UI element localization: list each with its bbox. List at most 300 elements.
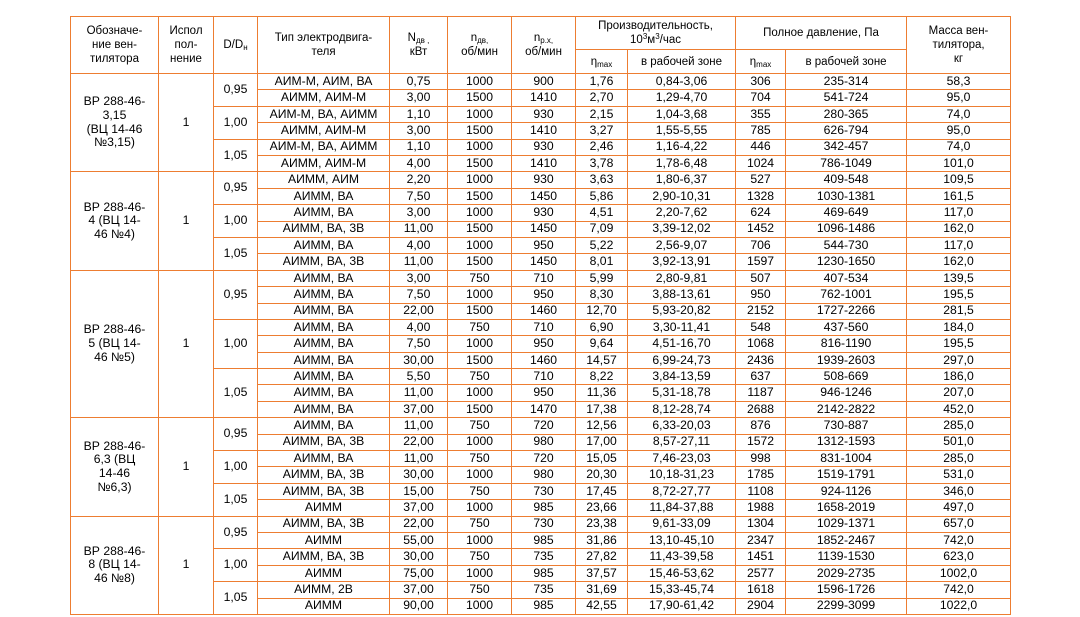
fan-designation-line: 6,3 (ВЦ [93,452,136,467]
table-header [71,17,1011,74]
cell-motor-rpm: 1000 [448,598,512,614]
fan-designation-line: ВР 288-46- [83,322,146,337]
cell-working-rpm: 930 [512,172,576,188]
cell-motor-rpm: 1000 [448,434,512,450]
cell-pressure-zone: 1096-1486 [786,221,907,237]
header-pressure-group: Полное давление, Па [736,17,907,50]
cell-capacity-zone: 7,46-23,03 [628,451,736,467]
cell-motor-type: АИММ [258,532,390,548]
cell-pressure-max: 704 [736,90,786,106]
cell-pressure-zone: 2142-2822 [786,401,907,417]
cell-fan-mass: 95,0 [907,90,1011,106]
cell-capacity-max: 3,78 [576,155,628,171]
cell-working-rpm: 735 [512,582,576,598]
cell-working-rpm: 950 [512,385,576,401]
cell-pressure-max: 548 [736,319,786,335]
cell-capacity-max: 6,90 [576,319,628,335]
cell-motor-rpm: 750 [448,319,512,335]
cell-motor-type: АИММ, ВА [258,237,390,253]
cell-working-rpm: 950 [512,237,576,253]
cell-capacity-max: 8,01 [576,254,628,270]
cell-motor-type: АИММ, ВА [258,352,390,368]
fan-designation-line: ВР 288-46- [83,543,146,558]
cell-diameter-ratio: 1,05 [214,369,258,418]
cell-pressure-zone: 1139-1530 [786,549,907,565]
cell-motor-type: АИММ [258,565,390,581]
cell-motor-power: 3,00 [390,123,448,139]
cell-pressure-zone: 816-1190 [786,336,907,352]
cell-capacity-max: 5,86 [576,188,628,204]
cell-capacity-zone: 8,57-27,11 [628,434,736,450]
cell-motor-power: 4,00 [390,237,448,253]
cell-capacity-max: 9,64 [576,336,628,352]
cell-pressure-max: 1328 [736,188,786,204]
cell-motor-rpm: 1000 [448,287,512,303]
cell-motor-type: АИММ, ВА, 3В [258,516,390,532]
cell-execution: 1 [159,74,214,172]
cell-pressure-max: 507 [736,270,786,286]
cell-pressure-max: 1451 [736,549,786,565]
cell-pressure-zone: 1029-1371 [786,516,907,532]
cell-motor-rpm: 1000 [448,74,512,90]
cell-motor-power: 15,00 [390,483,448,499]
cell-motor-rpm: 1500 [448,123,512,139]
cell-pressure-max: 1597 [736,254,786,270]
cell-fan-mass: 186,0 [907,369,1011,385]
cell-capacity-max: 14,57 [576,352,628,368]
cell-capacity-max: 3,63 [576,172,628,188]
cell-pressure-max: 1785 [736,467,786,483]
cell-capacity-zone: 1,55-5,55 [628,123,736,139]
cell-capacity-max: 4,51 [576,205,628,221]
cell-capacity-zone: 10,18-31,23 [628,467,736,483]
cell-fan-designation [71,516,159,614]
cell-pressure-zone: 1727-2266 [786,303,907,319]
cell-motor-type: АИМ-М, ВА, АИММ [258,139,390,155]
cell-motor-type: АИММ, ВА [258,369,390,385]
table-row [71,172,1011,188]
cell-fan-mass: 297,0 [907,352,1011,368]
cell-motor-type: АИММ, АИМ-М [258,90,390,106]
cell-capacity-max: 27,82 [576,549,628,565]
fan-designation-line: (ВЦ 14-46 [86,121,143,136]
cell-pressure-max: 1988 [736,500,786,516]
cell-execution: 1 [159,516,214,614]
cell-capacity-max: 37,57 [576,565,628,581]
cell-working-rpm: 735 [512,549,576,565]
header-working-rpm: $n_{р.х,}$ об/мин [512,17,576,74]
cell-pressure-zone: 1939-2603 [786,352,907,368]
cell-pressure-max: 1572 [736,434,786,450]
cell-pressure-zone: 1852-2467 [786,532,907,548]
cell-motor-rpm: 750 [448,270,512,286]
cell-working-rpm: 1410 [512,155,576,171]
cell-capacity-zone: 2,56-9,07 [628,237,736,253]
table-row [71,74,1011,90]
cell-capacity-zone: 1,78-6,48 [628,155,736,171]
header-motor-power: $N_{дв ,}$ кВт [390,17,448,74]
cell-capacity-max: 31,69 [576,582,628,598]
cell-motor-type: АИММ, ВА [258,270,390,286]
cell-motor-power: 90,00 [390,598,448,614]
cell-capacity-zone: 0,84-3,06 [628,74,736,90]
cell-pressure-max: 355 [736,106,786,122]
table-body [71,74,1011,615]
cell-fan-mass: 161,5 [907,188,1011,204]
cell-motor-rpm: 1000 [448,532,512,548]
cell-working-rpm: 985 [512,565,576,581]
cell-diameter-ratio: 1,00 [214,319,258,368]
cell-pressure-zone: 280-365 [786,106,907,122]
cell-diameter-ratio: 0,95 [214,270,258,319]
cell-working-rpm: 930 [512,139,576,155]
cell-motor-power: 5,50 [390,369,448,385]
cell-motor-rpm: 1000 [448,500,512,516]
cell-pressure-zone: 626-794 [786,123,907,139]
cell-capacity-zone: 4,51-16,70 [628,336,736,352]
cell-fan-mass: 207,0 [907,385,1011,401]
cell-motor-rpm: 1000 [448,237,512,253]
cell-capacity-zone: 6,33-20,03 [628,418,736,434]
header-motor-rpm: $n_{дв,}$ об/мин [448,17,512,74]
cell-motor-rpm: 1500 [448,221,512,237]
cell-motor-rpm: 1000 [448,106,512,122]
cell-capacity-max: 12,70 [576,303,628,319]
cell-pressure-max: 306 [736,74,786,90]
cell-motor-power: 22,00 [390,303,448,319]
cell-motor-type: АИММ, ВА [258,287,390,303]
cell-capacity-zone: 3,84-13,59 [628,369,736,385]
cell-working-rpm: 950 [512,336,576,352]
cell-fan-mass: 162,0 [907,254,1011,270]
cell-motor-rpm: 1000 [448,205,512,221]
cell-fan-mass: 101,0 [907,155,1011,171]
cell-capacity-zone: 5,31-18,78 [628,385,736,401]
cell-motor-rpm: 750 [448,451,512,467]
fan-designation-line: ВР 288-46- [83,94,146,109]
cell-pressure-zone: 946-1246 [786,385,907,401]
cell-pressure-max: 706 [736,237,786,253]
cell-diameter-ratio: 1,00 [214,106,258,139]
cell-working-rpm: 985 [512,532,576,548]
cell-motor-type: АИММ, ВА, 3В [258,549,390,565]
cell-fan-mass: 742,0 [907,532,1011,548]
cell-working-rpm: 1460 [512,303,576,319]
cell-fan-mass: 497,0 [907,500,1011,516]
fan-designation-line: 3,15 [102,108,127,123]
cell-pressure-max: 1618 [736,582,786,598]
cell-motor-power: 3,00 [390,90,448,106]
cell-pressure-zone: 1658-2019 [786,500,907,516]
cell-pressure-zone: 730-887 [786,418,907,434]
cell-pressure-max: 2688 [736,401,786,417]
cell-pressure-zone: 342-457 [786,139,907,155]
cell-capacity-zone: 1,16-4,22 [628,139,736,155]
cell-motor-type: АИММ, ВА [258,205,390,221]
cell-motor-rpm: 1500 [448,90,512,106]
cell-fan-mass: 74,0 [907,106,1011,122]
cell-working-rpm: 950 [512,287,576,303]
cell-motor-type: АИМ-М, ВА, АИММ [258,106,390,122]
fan-designation-line: №3,15) [94,135,135,150]
cell-capacity-zone: 1,80-6,37 [628,172,736,188]
cell-pressure-zone: 2029-2735 [786,565,907,581]
cell-pressure-max: 2577 [736,565,786,581]
cell-capacity-zone: 11,43-39,58 [628,549,736,565]
cell-working-rpm: 980 [512,434,576,450]
cell-motor-power: 37,00 [390,500,448,516]
cell-motor-power: 0,75 [390,74,448,90]
header-pressure-working-zone: в рабочей зоне [786,50,907,74]
cell-motor-type: АИММ, АИМ-М [258,155,390,171]
cell-pressure-zone: 1230-1650 [786,254,907,270]
cell-motor-type: АИММ, ВА, 3В [258,254,390,270]
cell-capacity-max: 5,22 [576,237,628,253]
header-fan-designation: Обозначе- ние вен- тилятора [71,17,159,74]
cell-diameter-ratio: 0,95 [214,172,258,205]
fan-specification-table [70,16,1011,615]
cell-motor-power: 11,00 [390,451,448,467]
cell-motor-rpm: 1000 [448,172,512,188]
cell-motor-type: АИММ, ВА [258,303,390,319]
cell-motor-type: АИММ, ВА [258,188,390,204]
cell-capacity-zone: 6,99-24,73 [628,352,736,368]
fan-designation-line: 8 (ВЦ 14- [88,557,141,572]
cell-motor-power: 30,00 [390,352,448,368]
fan-designation-line: 4 (ВЦ 14- [88,213,141,228]
cell-fan-mass: 742,0 [907,582,1011,598]
cell-pressure-max: 527 [736,172,786,188]
cell-capacity-zone: 15,46-53,62 [628,565,736,581]
cell-motor-type: АИММ, ВА [258,401,390,417]
cell-motor-type: АИММ [258,598,390,614]
cell-fan-mass: 117,0 [907,205,1011,221]
cell-diameter-ratio: 0,95 [214,516,258,549]
cell-working-rpm: 730 [512,516,576,532]
cell-fan-mass: 195,5 [907,336,1011,352]
cell-pressure-zone: 762-1001 [786,287,907,303]
cell-motor-rpm: 1500 [448,303,512,319]
cell-pressure-zone: 541-724 [786,90,907,106]
cell-capacity-zone: 13,10-45,10 [628,532,736,548]
cell-capacity-zone: 15,33-45,74 [628,582,736,598]
cell-execution: 1 [159,418,214,516]
cell-fan-mass: 281,5 [907,303,1011,319]
cell-fan-mass: 285,0 [907,451,1011,467]
cell-motor-type: АИМ-М, АИМ, ВА [258,74,390,90]
cell-motor-type: АИММ, ВА [258,418,390,434]
cell-motor-power: 7,50 [390,188,448,204]
cell-motor-power: 1,10 [390,139,448,155]
cell-capacity-max: 17,00 [576,434,628,450]
cell-capacity-max: 8,22 [576,369,628,385]
fan-designation-line: 14-46 [98,465,131,480]
cell-fan-mass: 117,0 [907,237,1011,253]
cell-fan-mass: 531,0 [907,467,1011,483]
cell-capacity-zone: 8,12-28,74 [628,401,736,417]
fan-designation-line: 5 (ВЦ 14- [88,336,141,351]
header-fan-mass: Масса вен- тилятора, кг [907,17,1011,74]
table-row [71,270,1011,286]
cell-pressure-max: 2436 [736,352,786,368]
cell-motor-power: 3,00 [390,270,448,286]
cell-capacity-max: 8,30 [576,287,628,303]
cell-motor-rpm: 1000 [448,139,512,155]
cell-motor-power: 2,20 [390,172,448,188]
cell-fan-mass: 1002,0 [907,565,1011,581]
cell-pressure-zone: 508-669 [786,369,907,385]
cell-motor-power: 7,50 [390,336,448,352]
cell-pressure-zone: 924-1126 [786,483,907,499]
cell-motor-rpm: 1000 [448,467,512,483]
cell-pressure-max: 2152 [736,303,786,319]
cell-capacity-max: 12,56 [576,418,628,434]
cell-working-rpm: 730 [512,483,576,499]
cell-motor-power: 11,00 [390,418,448,434]
cell-working-rpm: 1470 [512,401,576,417]
cell-motor-type: АИММ, ВА [258,336,390,352]
cell-motor-type: АИММ, ВА [258,319,390,335]
cell-fan-mass: 657,0 [907,516,1011,532]
cell-pressure-max: 950 [736,287,786,303]
cell-fan-mass: 184,0 [907,319,1011,335]
cell-pressure-zone: 1519-1791 [786,467,907,483]
cell-capacity-zone: 2,80-9,81 [628,270,736,286]
cell-fan-mass: 346,0 [907,483,1011,499]
cell-diameter-ratio: 1,05 [214,582,258,615]
cell-pressure-zone: 437-560 [786,319,907,335]
cell-capacity-zone: 8,72-27,77 [628,483,736,499]
cell-motor-type: АИММ, ВА [258,451,390,467]
cell-fan-designation [71,270,159,418]
cell-working-rpm: 1450 [512,188,576,204]
cell-pressure-zone: 469-649 [786,205,907,221]
fan-designation-line: 46 №8) [94,571,135,586]
cell-pressure-zone: 2299-3099 [786,598,907,614]
cell-motor-type: АИММ, ВА [258,385,390,401]
cell-motor-power: 11,00 [390,254,448,270]
cell-pressure-zone: 235-314 [786,74,907,90]
cell-motor-rpm: 1000 [448,336,512,352]
cell-motor-power: 3,00 [390,205,448,221]
cell-working-rpm: 720 [512,451,576,467]
table-row [71,418,1011,434]
cell-capacity-zone: 9,61-33,09 [628,516,736,532]
cell-motor-power: 4,00 [390,155,448,171]
cell-working-rpm: 1410 [512,90,576,106]
cell-working-rpm: 1450 [512,221,576,237]
cell-motor-rpm: 1000 [448,565,512,581]
cell-fan-mass: 58,3 [907,74,1011,90]
cell-fan-mass: 95,0 [907,123,1011,139]
cell-capacity-max: 17,45 [576,483,628,499]
cell-pressure-max: 2904 [736,598,786,614]
cell-fan-mass: 452,0 [907,401,1011,417]
fan-designation-line: 46 №4) [94,226,135,241]
cell-pressure-max: 2347 [736,532,786,548]
cell-motor-rpm: 750 [448,369,512,385]
cell-diameter-ratio: 1,05 [214,483,258,516]
cell-fan-mass: 109,5 [907,172,1011,188]
cell-motor-rpm: 1500 [448,155,512,171]
cell-fan-designation [71,172,159,270]
cell-motor-type: АИММ, ВА, 3В [258,221,390,237]
cell-working-rpm: 900 [512,74,576,90]
cell-capacity-zone: 11,84-37,88 [628,500,736,516]
cell-working-rpm: 985 [512,598,576,614]
cell-pressure-max: 637 [736,369,786,385]
cell-capacity-zone: 3,39-12,02 [628,221,736,237]
cell-working-rpm: 720 [512,418,576,434]
cell-pressure-max: 624 [736,205,786,221]
cell-motor-power: 37,00 [390,582,448,598]
cell-motor-rpm: 1000 [448,385,512,401]
cell-motor-type: АИММ, ВА, 3В [258,483,390,499]
cell-motor-power: 1,10 [390,106,448,122]
cell-capacity-zone: 3,92-13,91 [628,254,736,270]
cell-fan-mass: 139,5 [907,270,1011,286]
cell-motor-power: 75,00 [390,565,448,581]
cell-working-rpm: 985 [512,500,576,516]
header-motor-type: Тип электродвига- теля [258,17,390,74]
cell-pressure-max: 998 [736,451,786,467]
cell-capacity-max: 42,55 [576,598,628,614]
cell-motor-type: АИММ, АИМ-М [258,123,390,139]
cell-fan-mass: 74,0 [907,139,1011,155]
cell-motor-rpm: 1500 [448,352,512,368]
cell-pressure-zone: 407-534 [786,270,907,286]
cell-motor-type: АИММ, ВА, 3В [258,434,390,450]
cell-capacity-zone: 5,93-20,82 [628,303,736,319]
cell-capacity-max: 7,09 [576,221,628,237]
cell-pressure-zone: 831-1004 [786,451,907,467]
cell-capacity-max: 17,38 [576,401,628,417]
cell-pressure-max: 1187 [736,385,786,401]
cell-pressure-zone: 1596-1726 [786,582,907,598]
fan-designation-line: №6,3) [97,479,132,494]
cell-capacity-zone: 2,90-10,31 [628,188,736,204]
cell-pressure-max: 785 [736,123,786,139]
cell-pressure-zone: 409-548 [786,172,907,188]
header-capacity-group: Производительность, $10^3м^3$/час [576,17,736,50]
cell-working-rpm: 1450 [512,254,576,270]
header-capacity-working-zone: в рабочей зоне [628,50,736,74]
cell-fan-mass: 1022,0 [907,598,1011,614]
cell-capacity-max: 1,76 [576,74,628,90]
cell-working-rpm: 710 [512,270,576,286]
cell-motor-type: АИММ [258,500,390,516]
cell-motor-type: АИММ, АИМ [258,172,390,188]
cell-motor-power: 37,00 [390,401,448,417]
cell-capacity-max: 11,36 [576,385,628,401]
cell-motor-rpm: 1500 [448,401,512,417]
cell-working-rpm: 930 [512,106,576,122]
cell-working-rpm: 930 [512,205,576,221]
cell-motor-power: 22,00 [390,516,448,532]
cell-fan-mass: 195,5 [907,287,1011,303]
cell-execution: 1 [159,270,214,418]
cell-capacity-zone: 3,30-11,41 [628,319,736,335]
fan-designation-line: 46 №5) [94,349,135,364]
cell-capacity-max: 2,70 [576,90,628,106]
cell-capacity-max: 2,15 [576,106,628,122]
cell-diameter-ratio: 1,00 [214,451,258,484]
fan-designation-line: ВР 288-46- [83,199,146,214]
cell-fan-mass: 162,0 [907,221,1011,237]
cell-pressure-max: 1108 [736,483,786,499]
cell-pressure-max: 1452 [736,221,786,237]
cell-working-rpm: 1460 [512,352,576,368]
